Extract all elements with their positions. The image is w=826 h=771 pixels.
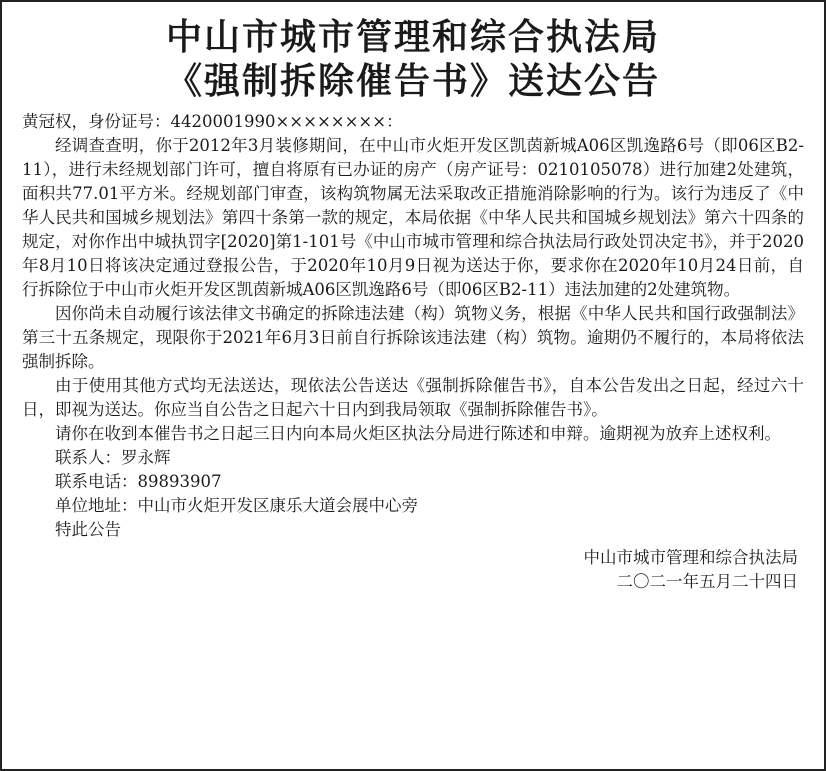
paragraph-statement-rights: 请你在收到本催告书之日起三日内向本局火炬区执法分局进行陈述和申辩。逾期视为放弃上述权利。 xyxy=(55,424,781,443)
signature-block xyxy=(22,546,804,594)
contact-person: 联系人：罗永辉 xyxy=(55,448,171,467)
paragraph-legal-basis: 因你尚未自动履行该法律文书确定的拆除违法建（构）筑物义务，根据《中华人民共和国行政强制法》第三十五条规定，现限你于2021年6月3日前自行拆除该违法建（构）筑物。逾期仍不履行的，本局将依法强制拆除。 xyxy=(22,304,804,371)
signature-date: 二〇二一年五月二十四日 xyxy=(616,572,798,591)
signature-org: 中山市城市管理和综合执法局 xyxy=(583,548,798,567)
closing-statement: 特此公告 xyxy=(55,520,121,539)
contact-phone: 联系电话：89893907 xyxy=(55,472,222,491)
contact-address: 单位地址：中山市火炬开发区康乐大道会展中心旁 xyxy=(55,496,418,515)
paragraph-service: 由于使用其他方式均无法送达，现依法公告送达《强制拆除催告书》，自本公告发出之日起，经过六十日，即视为送达。你应当自公告之日起六十日内到我局领取《强制拆除催告书》。 xyxy=(22,376,804,419)
addressee: 黄冠权，身份证号：4420001990××××××××： xyxy=(22,112,403,131)
notice-body xyxy=(22,110,804,542)
title-line-1: 中山市城市管理和综合执法局 xyxy=(165,17,660,58)
paragraph-investigation: 经调查查明，你于2012年3月装修期间，在中山市火炬开发区凯茵新城A06区凯逸路6号（即06区B2-11），进行未经规划部门许可，擅自将原有已办证的房产（房产证号：0210105078）进行加建2处建筑，面积共77.01平方米。经规划部门审查，该构筑物属无法采取改正措施消除影响的行为。该行为违反了《中华人民共和国城乡规划法》第四十条第一款的规定，本局依据《中华人民共和国城乡规划法》第六十四条的规定，对你作出中城执罚字[2020]第1-101号《中山市城市管理和综合执法局行政处罚决定书》，并于2020年8月10日将该决定通过登报公告，于2020年10月9日视为送达于你，要求你在2020年10月24日前，自行拆除位于中山市火炬开发区凯茵新城A06区凯逸路6号（即06区B2-11）违法加建的2处建筑物。 xyxy=(22,136,804,299)
title-line-2: 《强制拆除催告书》送达公告 xyxy=(165,61,660,102)
